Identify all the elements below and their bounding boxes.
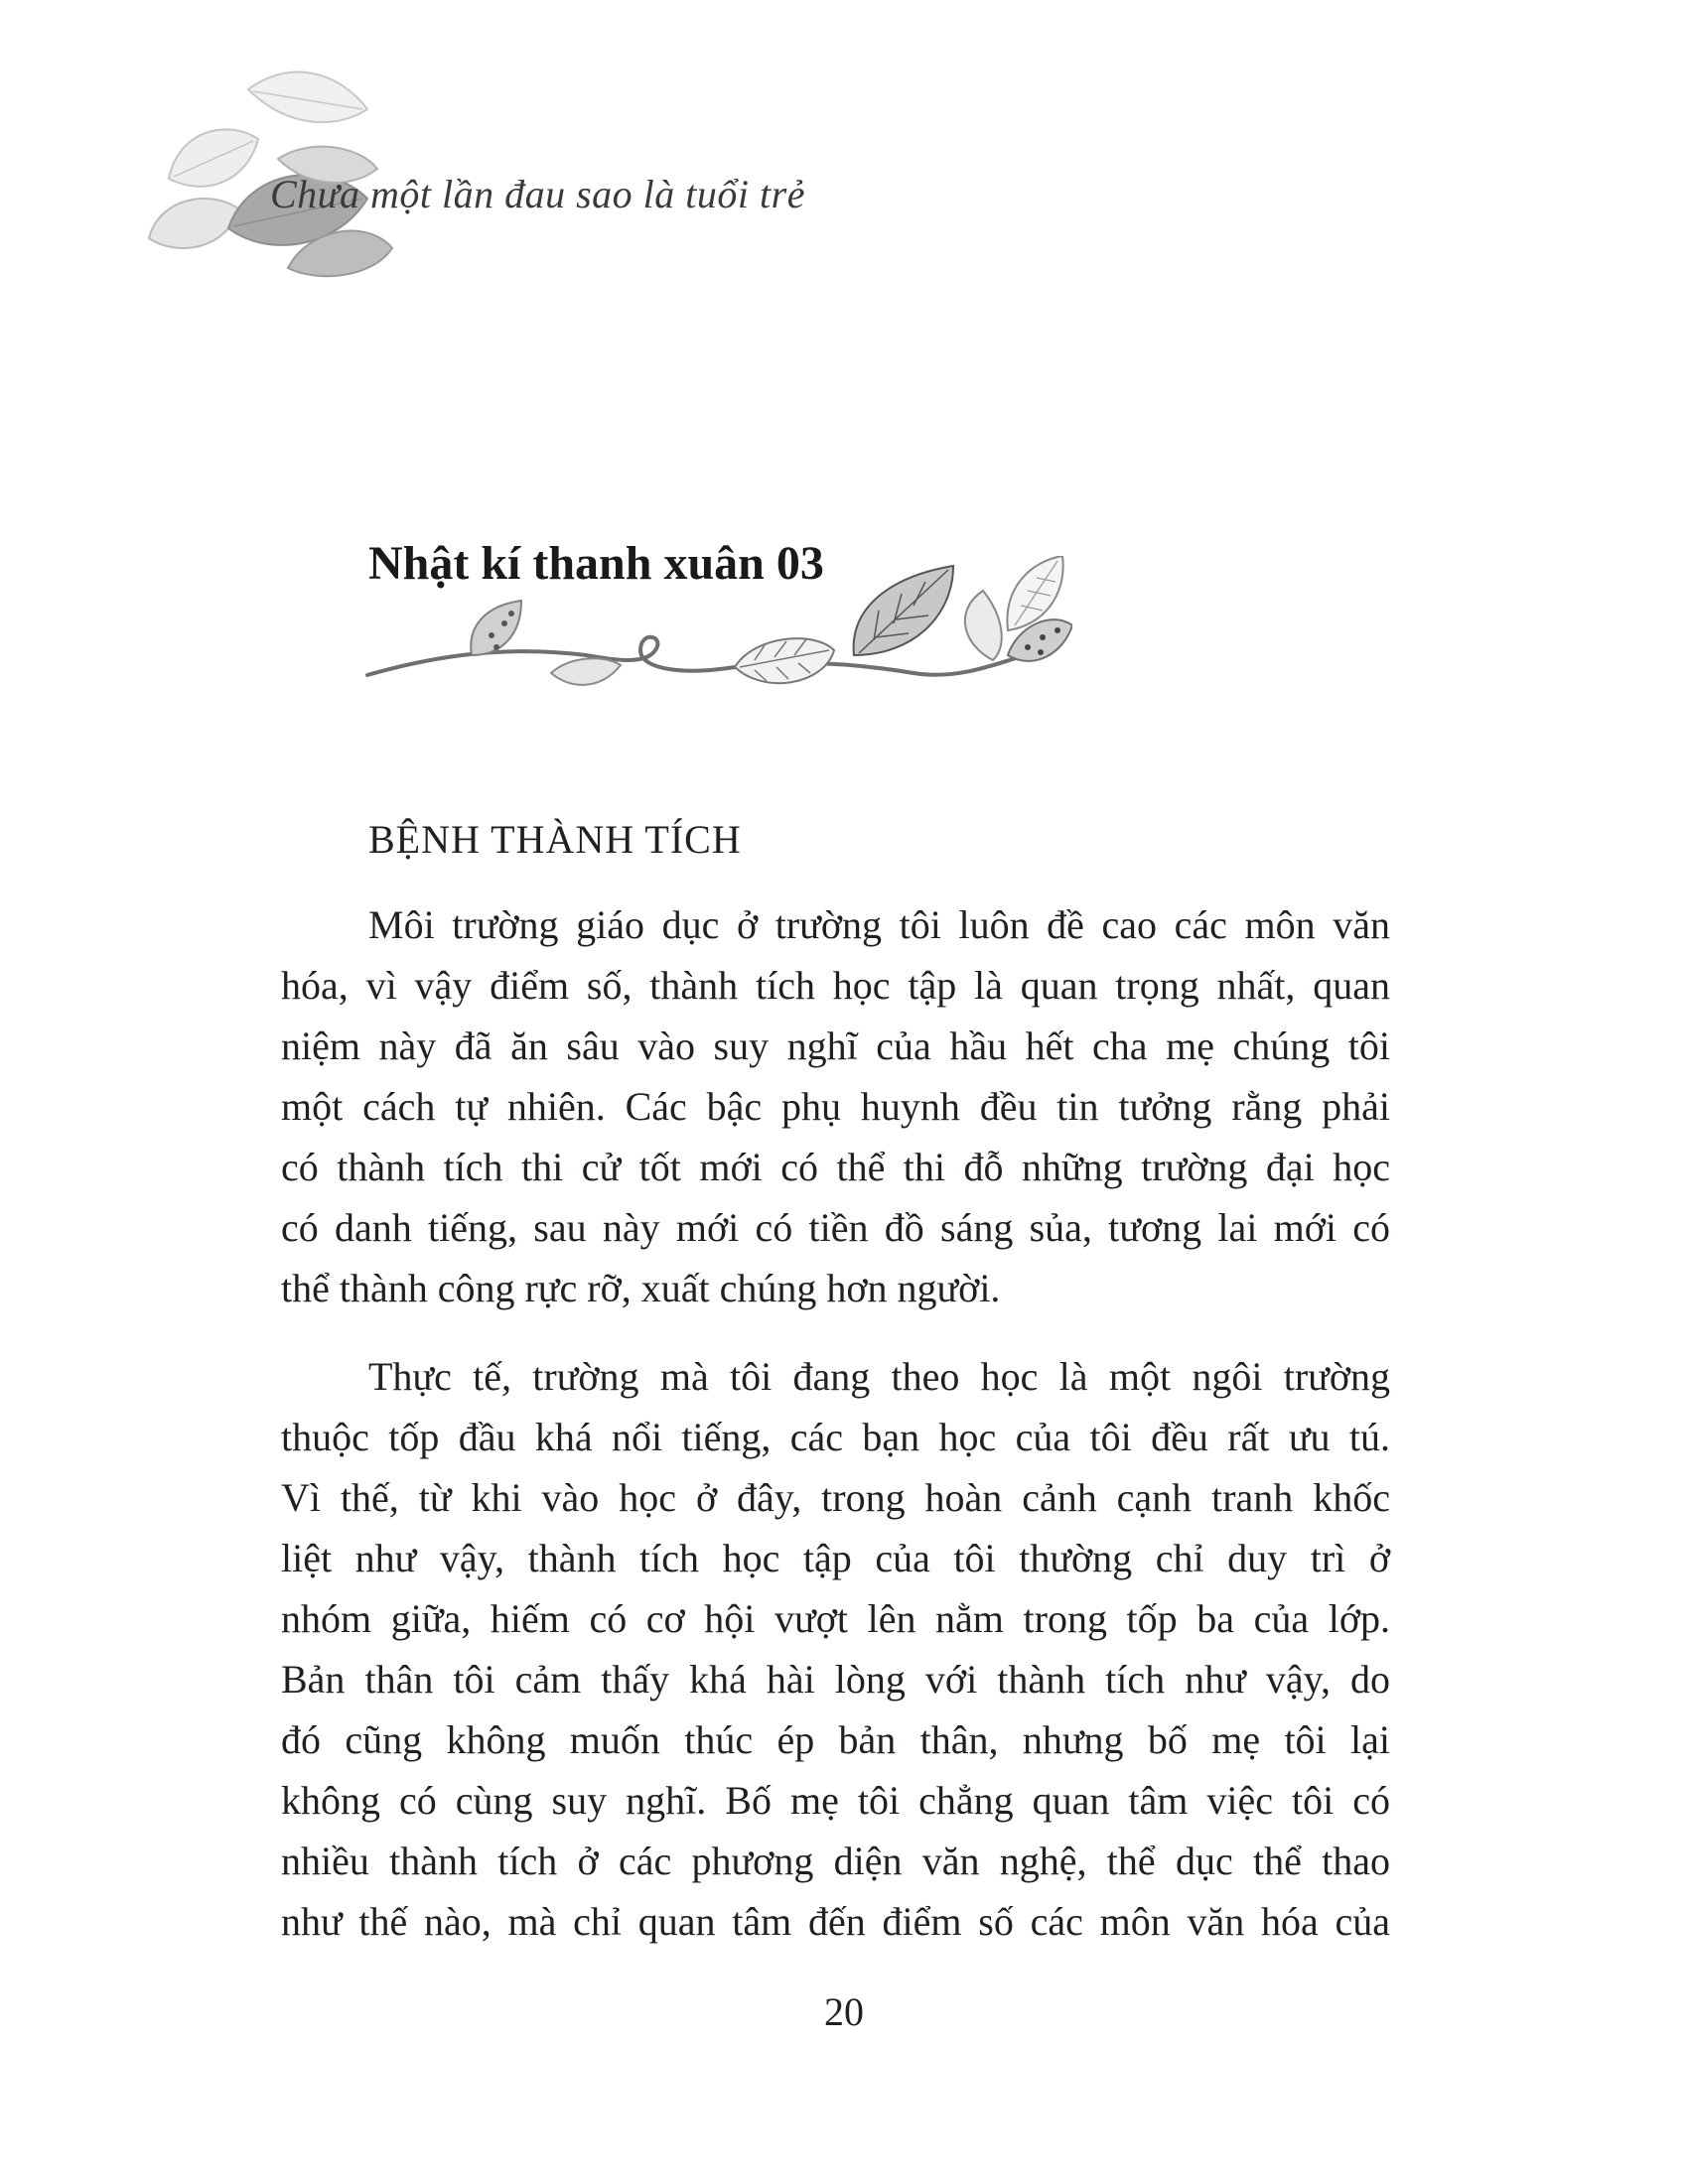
header-leaf-ornament	[139, 50, 397, 278]
paragraph-line: nhóm giữa, hiếm có cơ hội vượt lên nằm trong tốp ba của lớp.	[281, 1596, 1390, 1641]
paragraph-line: niệm này đã ăn sâu vào suy nghĩ của hầu hết cha mẹ chúng tôi	[281, 1024, 1390, 1068]
striped-leaf-icon	[735, 638, 834, 683]
paragraph-line: có danh tiếng, sau này mới có tiền đồ sáng sủa, tương lai mới có	[281, 1205, 1390, 1250]
paragraph-line: như thế nào, mà chỉ quan tâm đến điểm số các môn văn hóa của	[281, 1899, 1390, 1944]
dotted-leaf-icon	[471, 601, 521, 655]
paragraph-line: thuộc tốp đầu khá nổi tiếng, các bạn học của tôi đều rất ưu tú.	[281, 1415, 1390, 1459]
chapter-title: Nhật kí thanh xuân 03	[368, 537, 824, 590]
leaf-icon	[551, 658, 621, 685]
paragraph-line: liệt như vậy, thành tích học tập của tôi thường chỉ duy trì ở	[281, 1536, 1390, 1580]
leaf-icon	[248, 72, 367, 123]
paragraph-line: hóa, vì vậy điểm số, thành tích học tập là quan trọng nhất, quan	[281, 963, 1390, 1008]
paragraph	[281, 1346, 1390, 1952]
veined-leaf-icon	[854, 566, 953, 655]
paragraph-line: thể thành công rực rỡ, xuất chúng hơn người.	[281, 1266, 1001, 1310]
paragraph-line: đó cũng không muốn thúc ép bản thân, nhưng bố mẹ tôi lại	[281, 1717, 1390, 1762]
paragraph	[281, 894, 1390, 1318]
page-number: 20	[824, 1989, 864, 2034]
paragraph-line: một cách tự nhiên. Các bậc phụ huynh đều tin tưởng rằng phải	[281, 1084, 1390, 1129]
paragraph-line: không có cùng suy nghĩ. Bố mẹ tôi chẳng quan tâm việc tôi có	[281, 1778, 1390, 1823]
paragraph-line: Thực tế, trường mà tôi đang theo học là một ngôi trường	[368, 1354, 1390, 1399]
paragraph-line: Vì thế, từ khi vào học ở đây, trong hoàn cảnh cạnh tranh khốc	[281, 1475, 1390, 1520]
leaf-icon	[169, 129, 258, 187]
leaf-icon	[965, 591, 1002, 660]
paragraph-line: Môi trường giáo dục ở trường tôi luôn đề cao các môn văn	[368, 902, 1390, 947]
leaf-icon	[149, 199, 238, 248]
paragraph-line: có thành tích thi cử tốt mới có thể thi đỗ những trường đại học	[281, 1145, 1390, 1189]
paragraph-line: Bản thân tôi cảm thấy khá hài lòng với thành tích như vậy, do	[281, 1657, 1390, 1702]
running-header: Chưa một lần đau sao là tuổi trẻ	[270, 172, 805, 216]
paragraph-line: nhiều thành tích ở các phương diện văn nghệ, thể dục thể thao	[281, 1839, 1390, 1883]
vine-ornament	[357, 556, 1072, 725]
section-heading: BỆNH THÀNH TÍCH	[368, 817, 742, 862]
